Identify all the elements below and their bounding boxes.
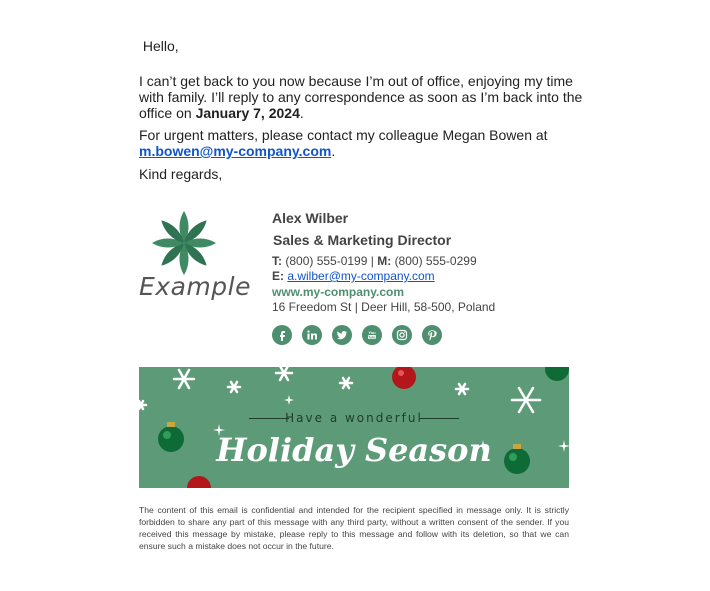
social-links — [272, 325, 442, 345]
out-of-office-paragraph — [139, 73, 589, 121]
separator: | — [370, 254, 374, 268]
mobile-label: M: — [377, 254, 392, 268]
signature-name: Alex Wilber — [272, 210, 349, 226]
facebook-icon[interactable] — [272, 325, 292, 345]
mobile-number: (800) 555-0299 — [394, 254, 477, 268]
signature-website[interactable]: www.my-company.com — [272, 285, 405, 299]
confidentiality-disclaimer: The content of this email is confidential and intended for the recipient specified in message only. It is strictly forbidden to share any part of this message with any third party, without a written consent of the sender. If you received this message by mistake, please reply to this message and follow with its deletion, so that we can ensure such a mistake does not occur in the future. — [139, 505, 569, 551]
svg-text:You: You — [368, 330, 376, 335]
twitter-icon[interactable] — [332, 325, 352, 345]
flower-logo-icon — [139, 208, 239, 278]
email-label: E: — [272, 269, 284, 283]
signature-address: 16 Freedom St | Deer Hill, 58-500, Poland — [272, 300, 496, 314]
signature-email-link[interactable]: a.wilber@my-company.com — [287, 269, 435, 283]
linkedin-icon[interactable] — [302, 325, 322, 345]
greeting — [139, 38, 179, 54]
holiday-banner — [139, 367, 569, 488]
youtube-icon[interactable] — [362, 325, 382, 345]
paragraph-text: For urgent matters, please contact my colleague Megan Bowen at — [139, 127, 548, 143]
decorations-icon — [139, 367, 569, 488]
closing: Kind regards, — [139, 166, 223, 182]
instagram-icon[interactable] — [392, 325, 412, 345]
logo-text: Example — [139, 272, 251, 301]
return-date: January 7, 2024 — [195, 105, 300, 121]
greeting-text: Hello, — [142, 38, 179, 54]
signature-email — [272, 269, 435, 283]
banner-title: Holiday Season — [216, 431, 492, 469]
colleague-email-link[interactable]: m.bowen@my-company.com — [139, 143, 332, 159]
urgent-contact-paragraph — [139, 127, 589, 159]
banner-subtitle: Have a wonderful — [285, 411, 423, 425]
svg-text:Tube: Tube — [368, 335, 376, 340]
period: . — [331, 143, 336, 159]
period: . — [299, 105, 304, 121]
signature-title: Sales & Marketing Director — [273, 232, 452, 248]
phone-number: (800) 555-0199 — [285, 254, 368, 268]
signature-phones — [272, 254, 477, 268]
phone-label: T: — [272, 254, 282, 268]
company-logo — [139, 208, 251, 308]
pinterest-icon[interactable] — [422, 325, 442, 345]
paragraph-text: I can’t get back to you now because I’m out of office, enjoying my time with family. I’ll reply to any correspondence as soon as I’m back into the office on — [139, 73, 583, 121]
